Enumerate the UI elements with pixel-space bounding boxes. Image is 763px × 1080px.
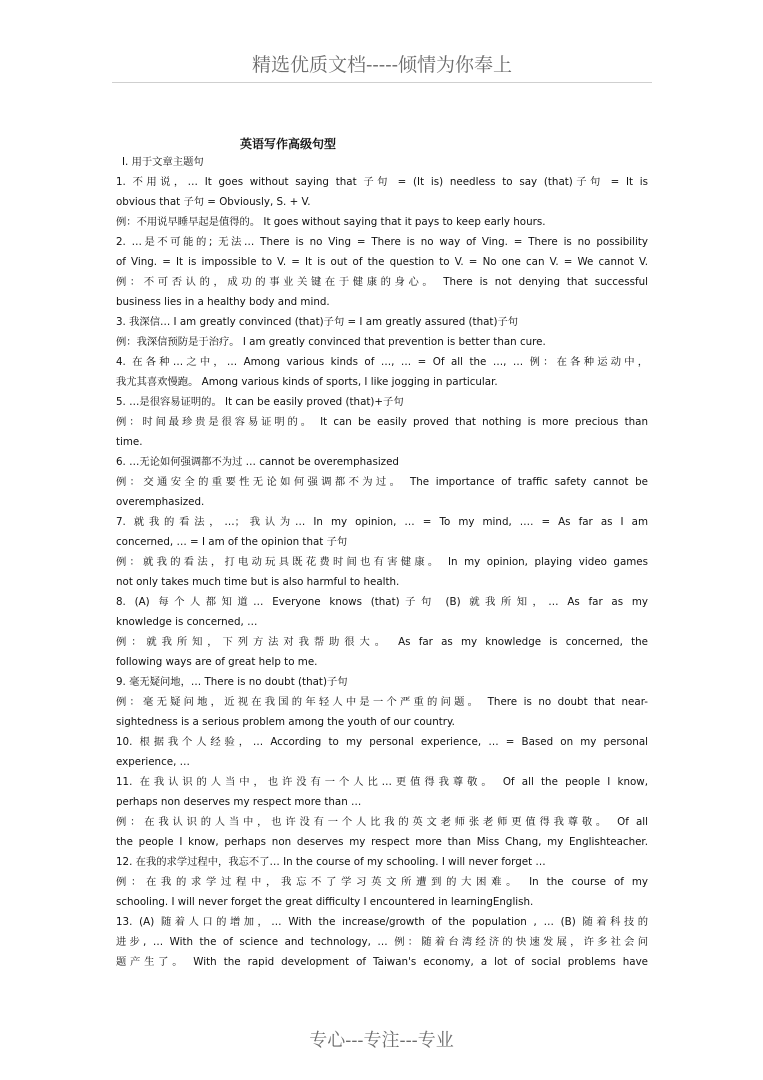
text-line: 6. …无论如何强调都不为过 … cannot be overemphasized [116,456,399,468]
text-line: 例：就我所知，下列方法对我帮助很大。 As far as my knowledge is concerned, the [116,636,648,648]
text-line: 例：毫无疑问地，近视在我国的年轻人中是一个严重的问题。 There is no doubt that near- [116,696,648,708]
text-line: not only takes much time but is also harmful to health. [116,576,400,588]
page-header-text: 精选优质文档-----倾情为你奉上 [251,54,513,76]
text-line: 4. 在各种…之中，… Among various kinds of …, … = Of all the …, … 例：在各种运动中， [116,356,648,368]
text-line: 例：交通安全的重要性无论如何强调都不为过。 The importance of traffic safety cannot be [116,476,648,488]
text-line: knowledge is concerned, … [116,616,258,628]
text-line: 7. 就我的看法，…；我认为… In my opinion, … = To my mind, …. = As far as I am [116,516,648,528]
text-line: experience, … [116,756,190,768]
text-line: overemphasized. [116,496,205,508]
text-line: 9. 毫无疑问地，… There is no doubt (that)子句 [116,676,348,688]
text-line: time. [116,436,143,448]
text-line: 例：不用说早睡早起是值得的。 It goes without saying that it pays to keep early hours. [116,216,546,228]
text-line: following ways are of great help to me. [116,656,318,668]
section-heading: I. 用于文章主题句 [122,156,204,168]
text-line: concerned, … = I am of the opinion that 子句 [116,536,348,548]
text-line: the people I know, perhaps non deserves my respect more than Miss Chang, my Englishteacher. [116,836,648,848]
document-body [116,152,648,972]
text-line: 1. 不用说，… It goes without saying that 子句 = (It is) needless to say (that)子句 = It is [116,176,648,188]
text-line: 例：在我的求学过程中，我忘不了学习英文所遭到的大困难。 In the course of my [116,876,648,888]
text-line: 例：不可否认的，成功的事业关键在于健康的身心。 There is not denying that successful [116,276,648,288]
text-line: of Ving. = It is impossible to V. = It is out of the question to V. = No one can V. = We cannot V. [116,256,648,268]
text-line: 5. …是很容易证明的。 It can be easily proved (that)+子句 [116,396,404,408]
text-line: 12. 在我的求学过程中，我忘不了… In the course of my schooling. I will never forget … [116,856,546,868]
text-line: schooling. I will never forget the great difficulty I encountered in learningEnglish. [116,896,534,908]
text-line: 11. 在我认识的人当中，也许没有一个人比…更值得我尊敬。 Of all the people I know, [116,776,648,788]
page-header [112,0,652,83]
text-line: 例：就我的看法，打电动玩具既花费时间也有害健康。 In my opinion, playing video games [116,556,648,568]
text-line: perhaps non deserves my respect more than … [116,796,362,808]
text-line: obvious that 子句 = Obviously, S. + V. [116,196,311,208]
page-footer: 专心---专注---专业 [309,1030,454,1051]
text-line: 8. (A) 每个人都知道… Everyone knows (that)子句 (B) 就我所知，… As far as my [116,596,648,608]
text-line: sightedness is a serious problem among the youth of our country. [116,716,455,728]
text-line: 例：在我认识的人当中，也许没有一个人比我的英文老师张老师更值得我尊敬。 Of all [116,816,648,828]
text-line: business lies in a healthy body and mind. [116,296,330,308]
text-line: 进步, … With the of science and technology, … 例：随着台湾经济的快速发展，许多社会问 [116,936,648,948]
text-line: 13. (A) 随着人口的增加，… With the increase/growth of the population , … (B) 随着科技的 [116,916,648,928]
text-line: 题产生了。 With the rapid development of Taiwan's economy, a lot of social problems have [116,956,648,968]
text-line: 3. 我深信… I am greatly convinced (that)子句 = I am greatly assured (that)子句 [116,316,519,328]
page-title: 英语写作高级句型 [240,137,337,151]
text-line: 10. 根据我个人经验，… According to my personal experience, … = Based on my personal [116,736,648,748]
text-line: 例：我深信预防是于治疗。 I am greatly convinced that prevention is better than cure. [116,336,546,348]
text-line: 2. …是不可能的; 无法… There is no Ving = There is no way of Ving. = There is no possibility [116,236,648,248]
text-line: 我尤其喜欢慢跑。 Among various kinds of sports, I like jogging in particular. [116,376,498,388]
text-line: 例：时间最珍贵是很容易证明的。 It can be easily proved that nothing is more precious than [116,416,648,428]
